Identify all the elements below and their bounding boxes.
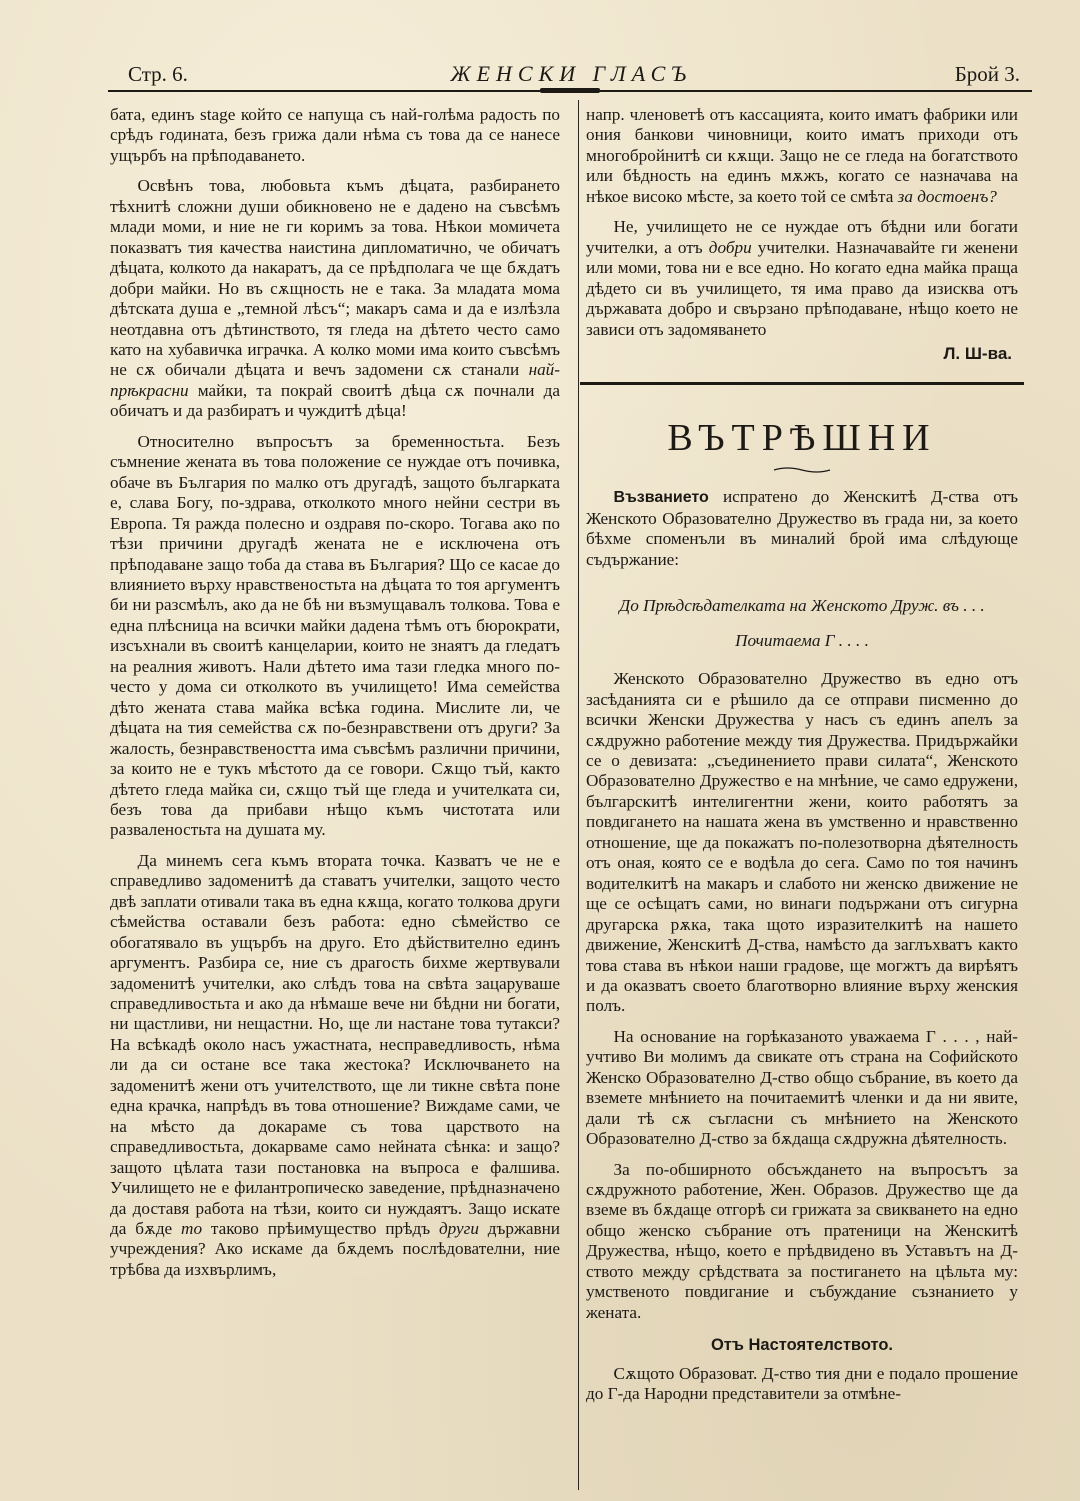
flourish-ornament (772, 465, 832, 475)
letter-salutation: Почитаема Г . . . . (735, 630, 869, 650)
left-paragraph-4: Да минемъ сега къмъ втората точка. Казватъ че не е справедливо задоменитѣ да ставатъ учителки, защото често двѣ заплати отивали така въ една кѫща, когато толкова други сѣмейства оставали безъ работа: едно сѣмейство се обогатявало въ ущърбъ на друго. Ето дѣйствително единъ аргументъ. Разбира се, ние съ драгость бихме жертвували задоменитѣ учителки, ако слѣдъ това на свѣта зацаруваше справедливостьта и ако да нѣмаше вече ни бѣдни ни богати, ни щастливи, ни нещастни. Но, ще ли настане това тутакси? На всѣкадѣ около насъ ужастната, несправедливость, нѣма ли да си остане все така жестока? Исключването на задоменитѣ жени отъ учителството, ще ли тикне свѣта поне една крачка, напрѣдъ въ това отношение? Виждаме сами, че на мѣсто да докараме съ това царството на справедливостьта, докарваме само нейната сѣнка: и защо? защото цѣлата тази постановка на въпроса е фалшива. Училището не е филантропическо заведение, прѣдназначено да доставя работа на тѣзи, които си нуждаятъ. Защо искате да бѫде то таково прѣимущество прѣдъ други държавни учреждения? Ако искаме да бѫдемъ послѣдователни, ние трѣбва да изхвърлимъ, (110, 850, 561, 1279)
column-divider (578, 100, 579, 1490)
left-paragraph-1: бата, единъ stage който се напуща съ най-голѣма радость по срѣдъ годината, безъ грижа дали нѣма съ това да се нанесе ущърбъ на прѣподаването. (110, 105, 560, 165)
author-signature: Л. Ш-ва. (943, 343, 1012, 363)
italic-phrase: за достоенъ? (897, 186, 997, 206)
italic-phrase: най-прѣкрасни (110, 360, 561, 400)
newspaper-title: ЖЕНСКИ ГЛАСЪ (450, 61, 693, 86)
header-rule (108, 90, 1032, 92)
left-paragraph-2: Освѣнъ това, любовьта къмъ дѣцата, разбирането тѣхнитѣ сложни души обикновено не е дадено на съвсѣмъ млади моми, и ние не ги коримъ за това. Нѣкои момичета показватъ тия качества наистина дипломатично, че обичатъ дѣцата, колкото да накаратъ, да се прѣдполага че ще бѫдатъ добри майки. Но въ сѫщность не е така. За младата мома дѣтската душа е „темной лѣсъ“; макаръ сама и да е излѣзла неотдавна отъ дѣтинството, тя гледа на дѣтето често само като на хубавичка играчка. А колко моми има които съвсѣмъ не сѫ обичали дѣцата и вечъ задомени сѫ станали най-прѣкрасни майки, та покрай своитѣ дѣца сѫ почнали да обичатъ и да разбиратъ и чуждитѣ дѣца! (110, 176, 561, 421)
right-paragraph-2: Не, училището не се нуждае отъ бѣдни или богати учителки, а отъ добри учителки. Назначавайте ги женени или моми, това ни е все едно. Но когато една майка праща дѣдето си въ училището, тя има право да изисква отъ държавата добро и свързано прѣподаване, нѣщо което не зависи отъ задомяването (586, 217, 1018, 339)
right-paragraph-3: Възванието испратено до Женскитѣ Д-ства отъ Женското Образователно Дружество въ града ни, за което бѣхме споменъли въ миналий брой има слѣдующе съдържание: (586, 487, 1019, 569)
right-column (586, 105, 1018, 1405)
section-title: ВЪТРѢШНИ (667, 417, 937, 460)
right-paragraph-6: За по-обширното обсъждането на въпросътъ за сѫдружното работение, Жен. Образов. Дружество ще да вземе въ бѫдаще отгорѣ си грижата за свикването на едно общо женско събрание отъ пратеници на Женскитѣ Дружества, нѣщо, което е прѣдвидено въ Уставътъ на Д-ството между срѣдствата за постигането на цѣльта му: умственото повдигание и събуждание съзнанието у жената. (586, 1159, 1018, 1322)
right-paragraph-7: Сѫщото Образоват. Д-ство тия дни е подало прошение до Г-да Народни представители за отмѣне- (586, 1363, 1018, 1404)
right-paragraph-5: На основание на горѣказаното уважаема Г . . . , най-учтиво Ви молимъ да свикате отъ страна на Софийското Женско Образователно Д-ство общо събрание, въ което да вземете мнѣнието на почитаемитѣ членки и да ни явите, дали тѣ сѫ съгласни съ мнѣнието на Женското Образователно Д-ство за бѫдаща сѫдружна дѣятелность. (586, 1026, 1018, 1149)
bold-lead-word: Възванието (613, 489, 709, 507)
section-rule (580, 382, 1024, 385)
board-signature: Отъ Настоятелството. (710, 1336, 894, 1355)
left-column (110, 105, 560, 1280)
letter-address: До Прѣдсѣдателката на Женското Друж. въ . . . (619, 596, 985, 616)
left-paragraph-3: Относително въпросътъ за бременностьта. Безъ съмнение жената въ това положение се нуждае отъ почивка, обаче въ България по малко отъ другадѣ, защото българката е, слава Богу, по-здрава, отколкото много нейни сестри въ Европа. Тя ражда полесно и оздравя по-скоро. Тогава ако по тѣзи причини другадѣ жената не е исключена отъ прѣподаване защо тоба да става въ България? Що се касае до влиянието върху нравственостьта на дѣцата то тоя аргументъ би ни разсмѣлъ, ако да не бѣ ни възмущавалъ толкова. Това е една плѣсница на всички майки дадена тѣмъ отъ бюрократи, изсъхнали въ своитѣ канцеларии, които не знаятъ да гледатъ на реалния животъ. Нали дѣтето има тази гледка много по-често у дома си отколкото въ училището! Има семейства дѣто жената става майка всѣка година. Мислите ли, че дѣцата на тия семейства сѫ по-безнравствени отъ други? За жалость, безнравствеността има съвсѣмъ различни причини, за които не е тукъ мѣстото да се говори. Сѫщо тъй, както дѣтето гледа майка си, сѫщо тъй ще гледа и учителката си, безъ това да прибави нѣщо къмъ чистотата или разваленостьта на душата му. (110, 431, 560, 840)
issue-number: Брой 3. (954, 61, 1020, 86)
page-number: Стр. 6. (128, 61, 188, 86)
page-header (128, 56, 1020, 92)
right-paragraph-1: напр. членоветѣ отъ кассацията, които иматъ фабрики или ония банкови чиновници, които иматъ приходи отъ многобройнитѣ си кѫщи. Защо не се гледа на богатството или бѣдность на единъ мѫжъ, когато се назначава на нѣкое високо мѣсте, за което той се смѣта за достоенъ? (586, 105, 1018, 206)
right-paragraph-4: Женското Образователно Дружество въ едно отъ засѣданията си е рѣшило да се отправи писменно до всички Женски Дружества у насъ съ единъ апелъ за сѫдружно работение между тия Дружества. Придържайки се о девизата: „съединението прави силата“, Женското Образователно Дружество е на мнѣние, че само едружени, българскитѣ интелигентни жени, които работятъ за повдигането на нашата жена въ умственно и нравственно отношение, ще да покажатъ по-полезотворна дѣятелность отъ оная, която се е водѣла до сега. Само по тоя начинъ водителкитѣ на макаръ и слабото ни женско движение не ще се осѣщатъ сами, но винаги подържани отъ сигурна другарска рѫка, така щото изразителкитѣ на нашето движение, Женскитѣ Д-ства, намѣсто да заглъхватъ както това става въ нѣкои наши градове, ще могжтъ да вирѣятъ и да оказватъ своето благотворно влияние върху женския полъ. (586, 669, 1018, 1016)
